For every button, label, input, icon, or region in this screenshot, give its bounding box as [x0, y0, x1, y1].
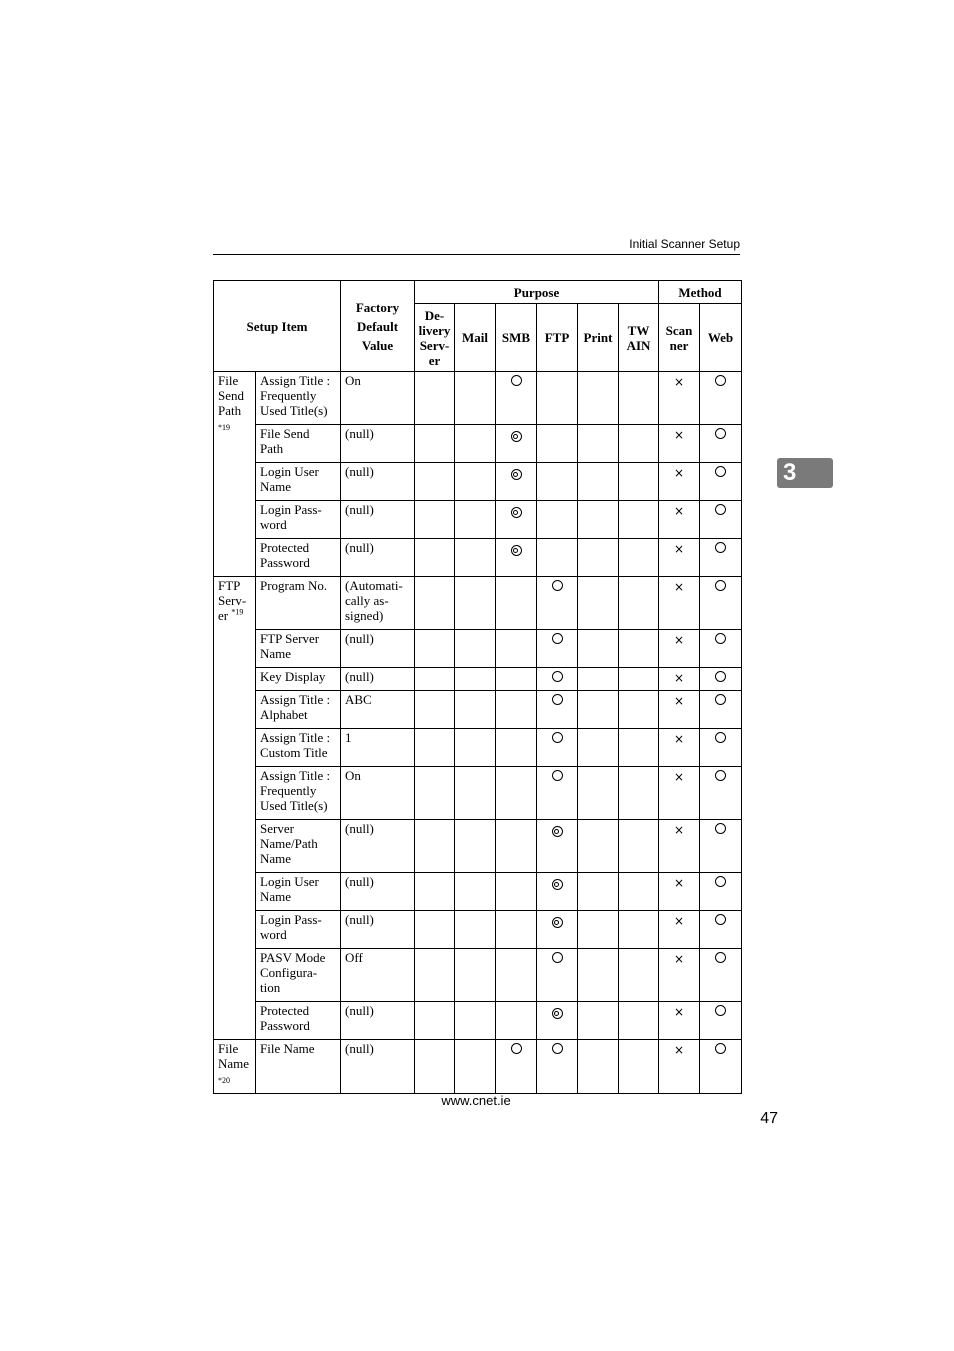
group-file-name: File Name *20 [214, 1040, 256, 1094]
cross-mark: × [673, 876, 685, 890]
header-purpose: Purpose [415, 281, 659, 304]
double-circle-mark [552, 1008, 563, 1019]
setup-item: Assign Title : Frequently Used Title(s) [256, 372, 341, 425]
cross-mark: × [673, 504, 685, 518]
circle-mark [552, 732, 563, 743]
cross-mark: × [673, 732, 685, 746]
header-smb: SMB [496, 304, 537, 372]
table-row [214, 949, 742, 1002]
setup-item: Assign Title : Frequently Used Title(s) [256, 767, 341, 820]
header-print: Print [578, 304, 619, 372]
table-row [214, 911, 742, 949]
chapter-tab [777, 458, 833, 488]
circle-mark [552, 694, 563, 705]
setup-item: Program No. [256, 577, 341, 630]
table-row [214, 425, 742, 463]
setup-item: Protected Password [256, 539, 341, 577]
setup-item: Assign Title : Custom Title [256, 729, 341, 767]
cross-mark: × [673, 823, 685, 837]
cross-mark: × [673, 542, 685, 556]
cross-mark: × [673, 1043, 685, 1057]
default-value: (null) [341, 630, 415, 668]
cross-mark: × [673, 633, 685, 647]
circle-mark [715, 375, 726, 386]
table-row [214, 691, 742, 729]
circle-mark [715, 732, 726, 743]
table-row [214, 539, 742, 577]
footer-url: www.cnet.ie [441, 1093, 511, 1108]
table-row [214, 1040, 742, 1094]
default-value: On [341, 767, 415, 820]
circle-mark [715, 876, 726, 887]
cross-mark: × [673, 580, 685, 594]
page-number: 47 [760, 1110, 778, 1127]
running-header-title: Initial Scanner Setup [629, 237, 740, 251]
cross-mark: × [673, 375, 685, 389]
double-circle-mark [552, 917, 563, 928]
cross-mark: × [673, 770, 685, 784]
circle-mark [715, 914, 726, 925]
double-circle-mark [511, 507, 522, 518]
header-ftp: FTP [537, 304, 578, 372]
default-value: (null) [341, 668, 415, 691]
setup-item: Login User Name [256, 463, 341, 501]
table-row [214, 463, 742, 501]
cross-mark: × [673, 1005, 685, 1019]
setup-item: Assign Title : Alphabet [256, 691, 341, 729]
circle-mark [715, 504, 726, 515]
table-row [214, 873, 742, 911]
table-row [214, 372, 742, 425]
header-method: Method [659, 281, 742, 304]
header-web: Web [700, 304, 742, 372]
setup-item: Server Name/Path Name [256, 820, 341, 873]
circle-mark [552, 770, 563, 781]
cross-mark: × [673, 952, 685, 966]
circle-mark [715, 823, 726, 834]
header-setup-item: Setup Item [214, 281, 341, 372]
circle-mark [511, 1043, 522, 1054]
circle-mark [552, 1043, 563, 1054]
header-delivery-server: De- livery Serv- er [415, 304, 455, 372]
circle-mark [715, 466, 726, 477]
circle-mark [552, 580, 563, 591]
group-file-send-path: File Send Path *19 [214, 372, 256, 577]
header-mail: Mail [455, 304, 496, 372]
default-value: (null) [341, 425, 415, 463]
circle-mark [552, 633, 563, 644]
default-value: 1 [341, 729, 415, 767]
chapter-number: 3 [783, 459, 797, 486]
default-value: (null) [341, 911, 415, 949]
group-ftp-server: FTP Serv- er $^{*19}$ [214, 577, 256, 1040]
circle-mark [715, 1043, 726, 1054]
scanner-settings-table [213, 280, 742, 1094]
circle-mark [715, 1005, 726, 1016]
double-circle-mark [511, 469, 522, 480]
default-value: (null) [341, 873, 415, 911]
table-row [214, 630, 742, 668]
table-row [214, 501, 742, 539]
circle-mark [511, 375, 522, 386]
circle-mark [715, 428, 726, 439]
double-circle-mark [552, 879, 563, 890]
setup-item: PASV Mode Configura- tion [256, 949, 341, 1002]
table-row [214, 767, 742, 820]
table-row [214, 1002, 742, 1040]
default-value: On [341, 372, 415, 425]
setup-item: Protected Password [256, 1002, 341, 1040]
default-value: (Automati- cally as- signed) [341, 577, 415, 630]
setup-item: Key Display [256, 668, 341, 691]
double-circle-mark [511, 545, 522, 556]
setup-item: Login Pass- word [256, 501, 341, 539]
setup-item: FTP Server Name [256, 630, 341, 668]
circle-mark [715, 633, 726, 644]
circle-mark [552, 671, 563, 682]
circle-mark [715, 542, 726, 553]
circle-mark [715, 952, 726, 963]
header-scanner: Scan ner [659, 304, 700, 372]
cross-mark: × [673, 671, 685, 685]
default-value: (null) [341, 501, 415, 539]
double-circle-mark [552, 826, 563, 837]
default-value: Off [341, 949, 415, 1002]
cross-mark: × [673, 914, 685, 928]
circle-mark [552, 952, 563, 963]
circle-mark [715, 770, 726, 781]
header-twain: TW AIN [619, 304, 659, 372]
cross-mark: × [673, 694, 685, 708]
cross-mark: × [673, 466, 685, 480]
setup-item: Login User Name [256, 873, 341, 911]
table-row [214, 668, 742, 691]
setup-item: Login Pass- word [256, 911, 341, 949]
default-value: (null) [341, 463, 415, 501]
cross-mark: × [673, 428, 685, 442]
default-value: (null) [341, 539, 415, 577]
table-row [214, 820, 742, 873]
setup-item: File Send Path [256, 425, 341, 463]
double-circle-mark [511, 431, 522, 442]
default-value: (null) [341, 1002, 415, 1040]
default-value: (null) [341, 1040, 415, 1094]
table-row [214, 577, 742, 630]
table-row [214, 729, 742, 767]
header-factory-default: Factory Default Value [341, 281, 415, 372]
circle-mark [715, 694, 726, 705]
default-value: (null) [341, 820, 415, 873]
default-value: ABC [341, 691, 415, 729]
circle-mark [715, 580, 726, 591]
circle-mark [715, 671, 726, 682]
header-rule [213, 254, 740, 255]
setup-item: File Name [256, 1040, 341, 1094]
